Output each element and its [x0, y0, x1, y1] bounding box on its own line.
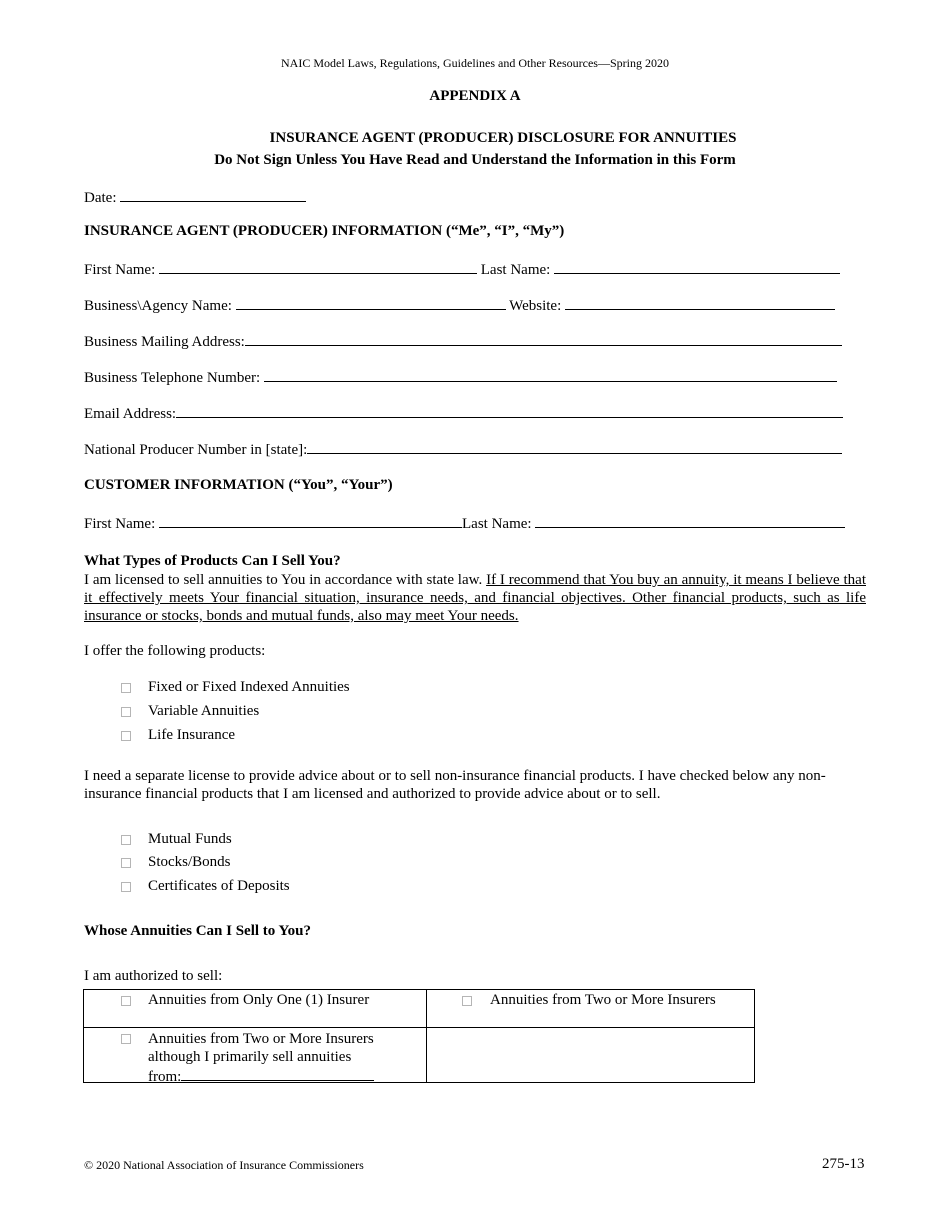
npn-label: National Producer Number in [state]: [84, 442, 308, 458]
authorization-cell [84, 990, 427, 1028]
non-insurance-checkbox-cds[interactable] [121, 882, 131, 892]
option-label-two-or-more: Annuities from Two or More Insurers [490, 992, 716, 1008]
customer-last-name-field[interactable] [535, 513, 845, 528]
authorization-cell [427, 990, 755, 1028]
website-field[interactable] [565, 295, 835, 310]
product-checkbox-life[interactable] [121, 731, 131, 741]
mailing-row [84, 331, 842, 351]
agent-first-name-field[interactable] [159, 259, 477, 274]
authorization-row [84, 1028, 755, 1083]
non-insurance-checkbox-stocks-bonds[interactable] [121, 858, 131, 868]
agent-first-name-label: First Name: [84, 262, 156, 278]
product-label-variable: Variable Annuities [148, 703, 260, 719]
option-checkbox-one-insurer[interactable] [121, 996, 131, 1006]
email-label: Email Address: [84, 406, 177, 422]
running-header: NAIC Model Laws, Regulations, Guidelines and Other Resources—Spring 2020 [281, 56, 669, 70]
option-primarily-line3-row [148, 1066, 374, 1086]
agent-last-name-label: Last Name: [480, 262, 551, 278]
option-checkbox-primarily[interactable] [121, 1034, 131, 1044]
customer-name-row [84, 513, 845, 533]
customer-info-heading: CUSTOMER INFORMATION (“You”, “Your”) [84, 477, 393, 493]
agency-name-field[interactable] [236, 295, 506, 310]
non-insurance-label-mutual-funds: Mutual Funds [148, 831, 232, 847]
mailing-address-field[interactable] [245, 331, 842, 346]
date-label: Date: [84, 190, 117, 206]
agency-name-label: Business\Agency Name: [84, 298, 232, 314]
email-field[interactable] [176, 403, 843, 418]
form-title: INSURANCE AGENT (PRODUCER) DISCLOSURE FOR ANNUITIES [269, 130, 737, 146]
appendix-heading: APPENDIX A [429, 88, 521, 104]
product-label-life: Life Insurance [148, 727, 236, 743]
license-note: I need a separate license to provide advice about or to sell non-insurance financial products. I have checked below any non-insurance financial products that I am licensed and authorized to provide advice about or to sell. [84, 768, 826, 802]
customer-last-name-label: Last Name: [462, 516, 532, 532]
non-insurance-label-stocks-bonds: Stocks/Bonds [148, 854, 231, 870]
offer-label: I offer the following products: [84, 643, 266, 659]
phone-row [84, 367, 837, 387]
mailing-address-label: Business Mailing Address: [84, 334, 245, 350]
footer-copyright: © 2020 National Association of Insurance Commissioners [84, 1158, 364, 1172]
date-row [84, 187, 306, 207]
agent-info-heading: INSURANCE AGENT (PRODUCER) INFORMATION (“Me”, “I”, “My”) [84, 223, 565, 239]
agent-last-name-field[interactable] [554, 259, 840, 274]
authorization-cell [84, 1028, 427, 1083]
product-label-fixed: Fixed or Fixed Indexed Annuities [148, 679, 350, 695]
customer-first-name-label: First Name: [84, 516, 156, 532]
option-primarily-line2: although I primarily sell annuities [148, 1049, 352, 1065]
option-label-one-insurer: Annuities from Only One (1) Insurer [148, 992, 370, 1008]
phone-field[interactable] [264, 367, 837, 382]
primary-insurer-field[interactable] [181, 1066, 374, 1081]
option-label-primarily [148, 1030, 374, 1086]
page-number: 275-13 [822, 1156, 865, 1172]
authorization-row [84, 990, 755, 1028]
option-checkbox-two-or-more[interactable] [462, 996, 472, 1006]
option-primarily-line3: from: [148, 1069, 182, 1085]
authorization-cell-empty [427, 1028, 755, 1083]
website-label: Website: [509, 298, 562, 314]
product-checkbox-variable[interactable] [121, 707, 131, 717]
agent-name-row [84, 259, 840, 279]
non-insurance-label-cds: Certificates of Deposits [148, 878, 290, 894]
whose-annuities-heading: Whose Annuities Can I Sell to You? [84, 923, 311, 939]
date-field[interactable] [120, 187, 306, 202]
email-row [84, 403, 843, 423]
authorized-label: I am authorized to sell: [84, 968, 223, 984]
phone-label: Business Telephone Number: [84, 370, 261, 386]
products-intro-underlined: If I recommend that You buy an annuity, it means I believe that it effectively meets Your financial situation, insurance needs, and financial objectives. Other financial products, such as life insurance or stocks, bonds and mutual funds, also may meet Your needs. [84, 572, 866, 624]
agency-row [84, 295, 835, 315]
form-subtitle: Do Not Sign Unless You Have Read and Understand the Information in this Form [214, 152, 736, 168]
non-insurance-checkbox-mutual-funds[interactable] [121, 835, 131, 845]
product-checkbox-fixed[interactable] [121, 683, 131, 693]
npn-row [84, 439, 842, 459]
npn-field[interactable] [307, 439, 842, 454]
customer-first-name-field[interactable] [159, 513, 462, 528]
products-intro [84, 571, 866, 625]
authorization-table [83, 989, 755, 1083]
products-heading: What Types of Products Can I Sell You? [84, 553, 341, 569]
option-primarily-line1: Annuities from Two or More Insurers [148, 1031, 374, 1047]
products-intro-plain: I am licensed to sell annuities to You in accordance with state law. [84, 572, 487, 588]
